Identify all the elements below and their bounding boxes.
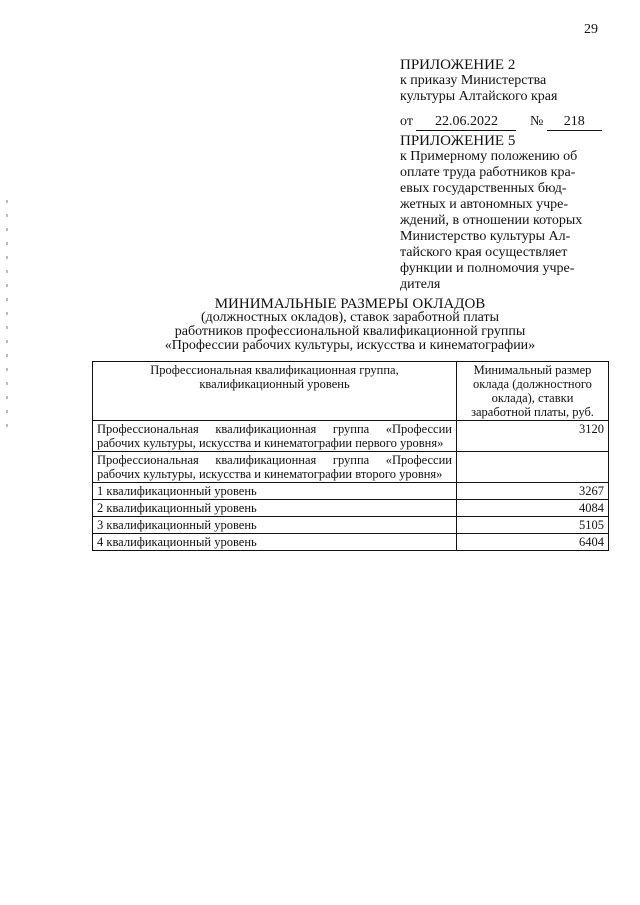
row-label: Профессиональная квалификационная группа «Профессии рабочих культуры, искусства и кинематографии первого уровня» xyxy=(93,421,457,452)
appendix-5-line: оплате труда работников кра- xyxy=(400,165,576,180)
appendix-5-line: к Примерному положению об xyxy=(400,149,578,164)
appendix-2-line-1: к приказу Министерства xyxy=(400,73,547,88)
header-group-level: Профессиональная квалификационная группа, квалификационный уровень xyxy=(93,362,457,421)
appendix-5-line: Министерство культуры Ал- xyxy=(400,229,571,244)
table-header-row xyxy=(93,362,609,421)
appendix-5-line: евых государственных бюд- xyxy=(400,181,567,196)
table-row xyxy=(93,483,609,500)
number-label: № xyxy=(529,114,544,129)
appendix-2-title: ПРИЛОЖЕНИЕ 2 xyxy=(400,57,516,73)
appendix-5-block xyxy=(400,133,605,293)
from-label: от xyxy=(400,114,413,129)
appendix-5-title: ПРИЛОЖЕНИЕ 5 xyxy=(400,133,516,149)
appendix-2-line-2: культуры Алтайского края xyxy=(400,89,558,104)
header-min-salary: Минимальный размер оклада (должностного оклада), ставки заработной платы, руб. xyxy=(457,362,609,421)
appendix-5-line: жетных и автономных учре- xyxy=(400,197,569,212)
document-title-line-2: (должностных окладов), ставок заработной платы xyxy=(200,310,500,325)
page-number: 29 xyxy=(584,22,598,37)
order-date: 22.06.2022 xyxy=(416,114,516,131)
row-value: 6404 xyxy=(457,534,609,551)
row-label: 2 квалификационный уровень xyxy=(93,500,457,517)
row-label: 4 квалификационный уровень xyxy=(93,534,457,551)
binding-margin-marks xyxy=(6,200,8,430)
table-row xyxy=(93,500,609,517)
order-number: 218 xyxy=(547,114,602,131)
row-label: Профессиональная квалификационная группа «Профессии рабочих культуры, искусства и кинематографии второго уровня» xyxy=(93,452,457,483)
row-value: 4084 xyxy=(457,500,609,517)
row-label: 1 квалификационный уровень xyxy=(93,483,457,500)
document-title-main: МИНИМАЛЬНЫЕ РАЗМЕРЫ ОКЛАДОВ xyxy=(214,296,486,312)
row-value: 5105 xyxy=(457,517,609,534)
table-row xyxy=(93,452,609,483)
appendix-5-line: функции и полномочия учре- xyxy=(400,261,575,276)
appendix-5-line: тайского края осуществляет xyxy=(400,245,568,260)
document-title-line-4: «Профессии рабочих культуры, искусства и кинематографии» xyxy=(164,338,536,353)
order-line xyxy=(400,114,605,131)
appendix-2-block xyxy=(400,57,605,131)
row-label: 3 квалификационный уровень xyxy=(93,517,457,534)
document-title xyxy=(90,297,610,353)
table-row xyxy=(93,517,609,534)
salary-table xyxy=(92,361,609,551)
document-title-line-3: работников профессиональной квалификационной группы xyxy=(174,324,526,339)
row-value xyxy=(457,452,609,483)
row-value: 3267 xyxy=(457,483,609,500)
table-row xyxy=(93,421,609,452)
table-row xyxy=(93,534,609,551)
appendix-5-line: ждений, в отношении которых xyxy=(400,213,583,228)
appendix-5-line: дителя xyxy=(400,277,441,292)
row-value: 3120 xyxy=(457,421,609,452)
